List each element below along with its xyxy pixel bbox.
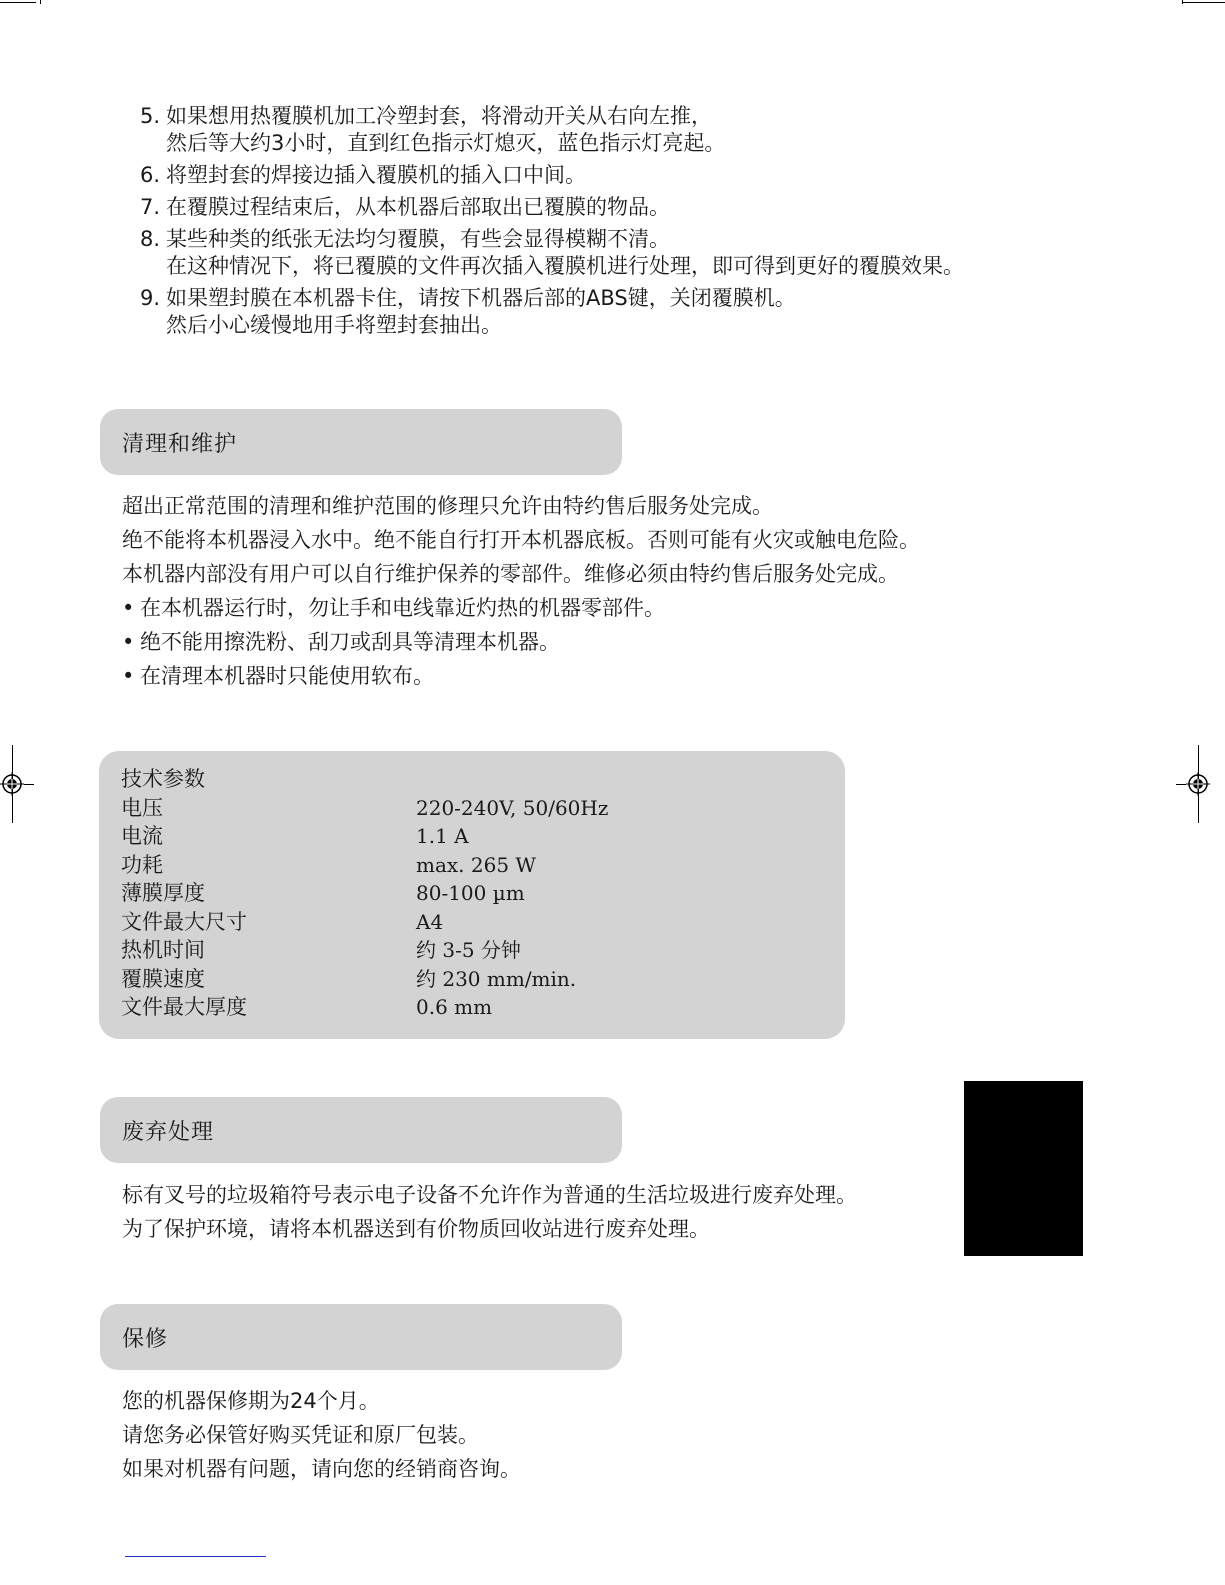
section-title: 废弃处理	[122, 1119, 215, 1145]
bullet-text: 在本机器运行时，勿让手和电线靠近灼热的机器零部件。	[140, 596, 665, 620]
bullet-item	[122, 659, 920, 693]
spec-value: A4	[416, 909, 444, 934]
bullet-symbol: •	[122, 596, 135, 620]
spec-value: 1.1 A	[416, 824, 469, 848]
bullet-item	[122, 591, 920, 625]
crop-mark-top-left-vertical	[40, 0, 41, 4]
warranty-line: 您的机器保修期为24个月。	[122, 1389, 380, 1413]
step-number: 5.	[140, 104, 161, 128]
spec-row	[121, 936, 845, 965]
warranty-line: 如果对机器有问题，请向您的经销商咨询。	[122, 1457, 521, 1481]
spec-label: 覆膜速度	[121, 966, 205, 991]
step-text: 如果塑封膜在本机器卡住，请按下机器后部的ABS键，关闭覆膜机。	[166, 286, 796, 310]
spec-label: 功耗	[121, 852, 163, 877]
crop-mark-top-left	[0, 2, 36, 3]
step-text: 在覆膜过程结束后，从本机器后部取出已覆膜的物品。	[166, 195, 670, 219]
spec-row	[121, 908, 845, 937]
section-header-cleaning	[100, 409, 622, 475]
disposal-body	[122, 1178, 857, 1246]
crop-mark-top-right	[1182, 2, 1225, 3]
step-item	[140, 162, 1100, 189]
spec-value: 约 230 mm/min.	[416, 966, 577, 991]
warranty-line: 请您务必保管好购买凭证和原厂包装。	[122, 1423, 479, 1447]
cleaning-body	[122, 489, 920, 693]
step-number: 8.	[140, 227, 161, 251]
spec-value: 0.6 mm	[416, 995, 493, 1019]
step-text: 然后等大约3小时，直到红色指示灯熄灭，蓝色指示灯亮起。	[166, 131, 726, 155]
registration-hline-right	[1176, 784, 1186, 785]
section-title: 保修	[122, 1326, 169, 1352]
step-text: 在这种情况下，将已覆膜的文件再次插入覆膜机进行处理，即可得到更好的覆膜效果。	[166, 254, 964, 278]
language-tab-marker	[964, 1081, 1083, 1256]
spec-row	[121, 879, 845, 908]
spec-label: 薄膜厚度	[121, 881, 205, 905]
section-header-warranty	[100, 1304, 622, 1370]
spec-row	[121, 794, 845, 823]
spec-table	[99, 751, 845, 1039]
step-number: 7.	[140, 195, 161, 219]
step-number: 6.	[140, 163, 161, 187]
section-header-disposal	[100, 1097, 622, 1163]
spec-label: 文件最大厚度	[121, 995, 247, 1019]
disposal-line: 为了保护环境，请将本机器送到有价物质回收站进行废弃处理。	[122, 1217, 710, 1241]
spec-value: max. 265 W	[416, 852, 536, 877]
registration-mark-icon	[1186, 772, 1210, 796]
step-item	[140, 285, 1100, 339]
registration-hline-left	[24, 784, 34, 785]
bullet-symbol: •	[122, 630, 135, 654]
spec-row	[121, 822, 845, 851]
spec-row	[121, 851, 845, 880]
cleaning-line: 超出正常范围的清理和维护范围的修理只允许由特约售后服务处完成。	[122, 494, 773, 518]
spec-title: 技术参数	[121, 767, 205, 791]
disposal-line: 标有叉号的垃圾箱符号表示电子设备不允许作为普通的生活垃圾进行废弃处理。	[122, 1183, 857, 1207]
warranty-body	[122, 1384, 521, 1486]
spec-label: 热机时间	[121, 938, 205, 962]
spec-value: 80-100 µm	[416, 881, 525, 905]
step-text: 如果想用热覆膜机加工冷塑封套，将滑动开关从右向左推，	[166, 104, 712, 128]
cleaning-line: 本机器内部没有用户可以自行维护保养的零部件。维修必须由特约售后服务处完成。	[122, 562, 899, 586]
spec-label: 文件最大尺寸	[121, 909, 247, 934]
steps-list	[140, 103, 1100, 344]
step-item	[140, 103, 1100, 157]
bullet-item	[122, 625, 920, 659]
step-text: 某些种类的纸张无法均匀覆膜，有些会显得模糊不清。	[166, 227, 670, 251]
spec-label: 电压	[121, 795, 163, 820]
spec-value: 220-240V, 50/60Hz	[416, 795, 609, 820]
bullet-text: 在清理本机器时只能使用软布。	[140, 664, 434, 688]
step-text: 然后小心缓慢地用手将塑封套抽出。	[166, 313, 502, 337]
section-title: 清理和维护	[122, 431, 238, 457]
spec-row	[121, 965, 845, 994]
spec-label: 电流	[121, 824, 163, 848]
registration-mark-icon	[0, 772, 24, 796]
bullet-symbol: •	[122, 664, 135, 688]
cleaning-line: 绝不能将本机器浸入水中。绝不能自行打开本机器底板。否则可能有火灾或触电危险。	[122, 528, 920, 552]
footer-rule	[125, 1556, 266, 1557]
step-number: 9.	[140, 286, 161, 310]
spec-row	[121, 993, 845, 1022]
spec-value: 约 3-5 分钟	[416, 938, 521, 962]
step-item	[140, 226, 1100, 280]
crop-mark-top-right-vertical	[1182, 0, 1183, 4]
step-item	[140, 194, 1100, 221]
bullet-text: 绝不能用擦洗粉、刮刀或刮具等清理本机器。	[140, 630, 560, 654]
step-text: 将塑封套的焊接边插入覆膜机的插入口中间。	[166, 163, 586, 187]
